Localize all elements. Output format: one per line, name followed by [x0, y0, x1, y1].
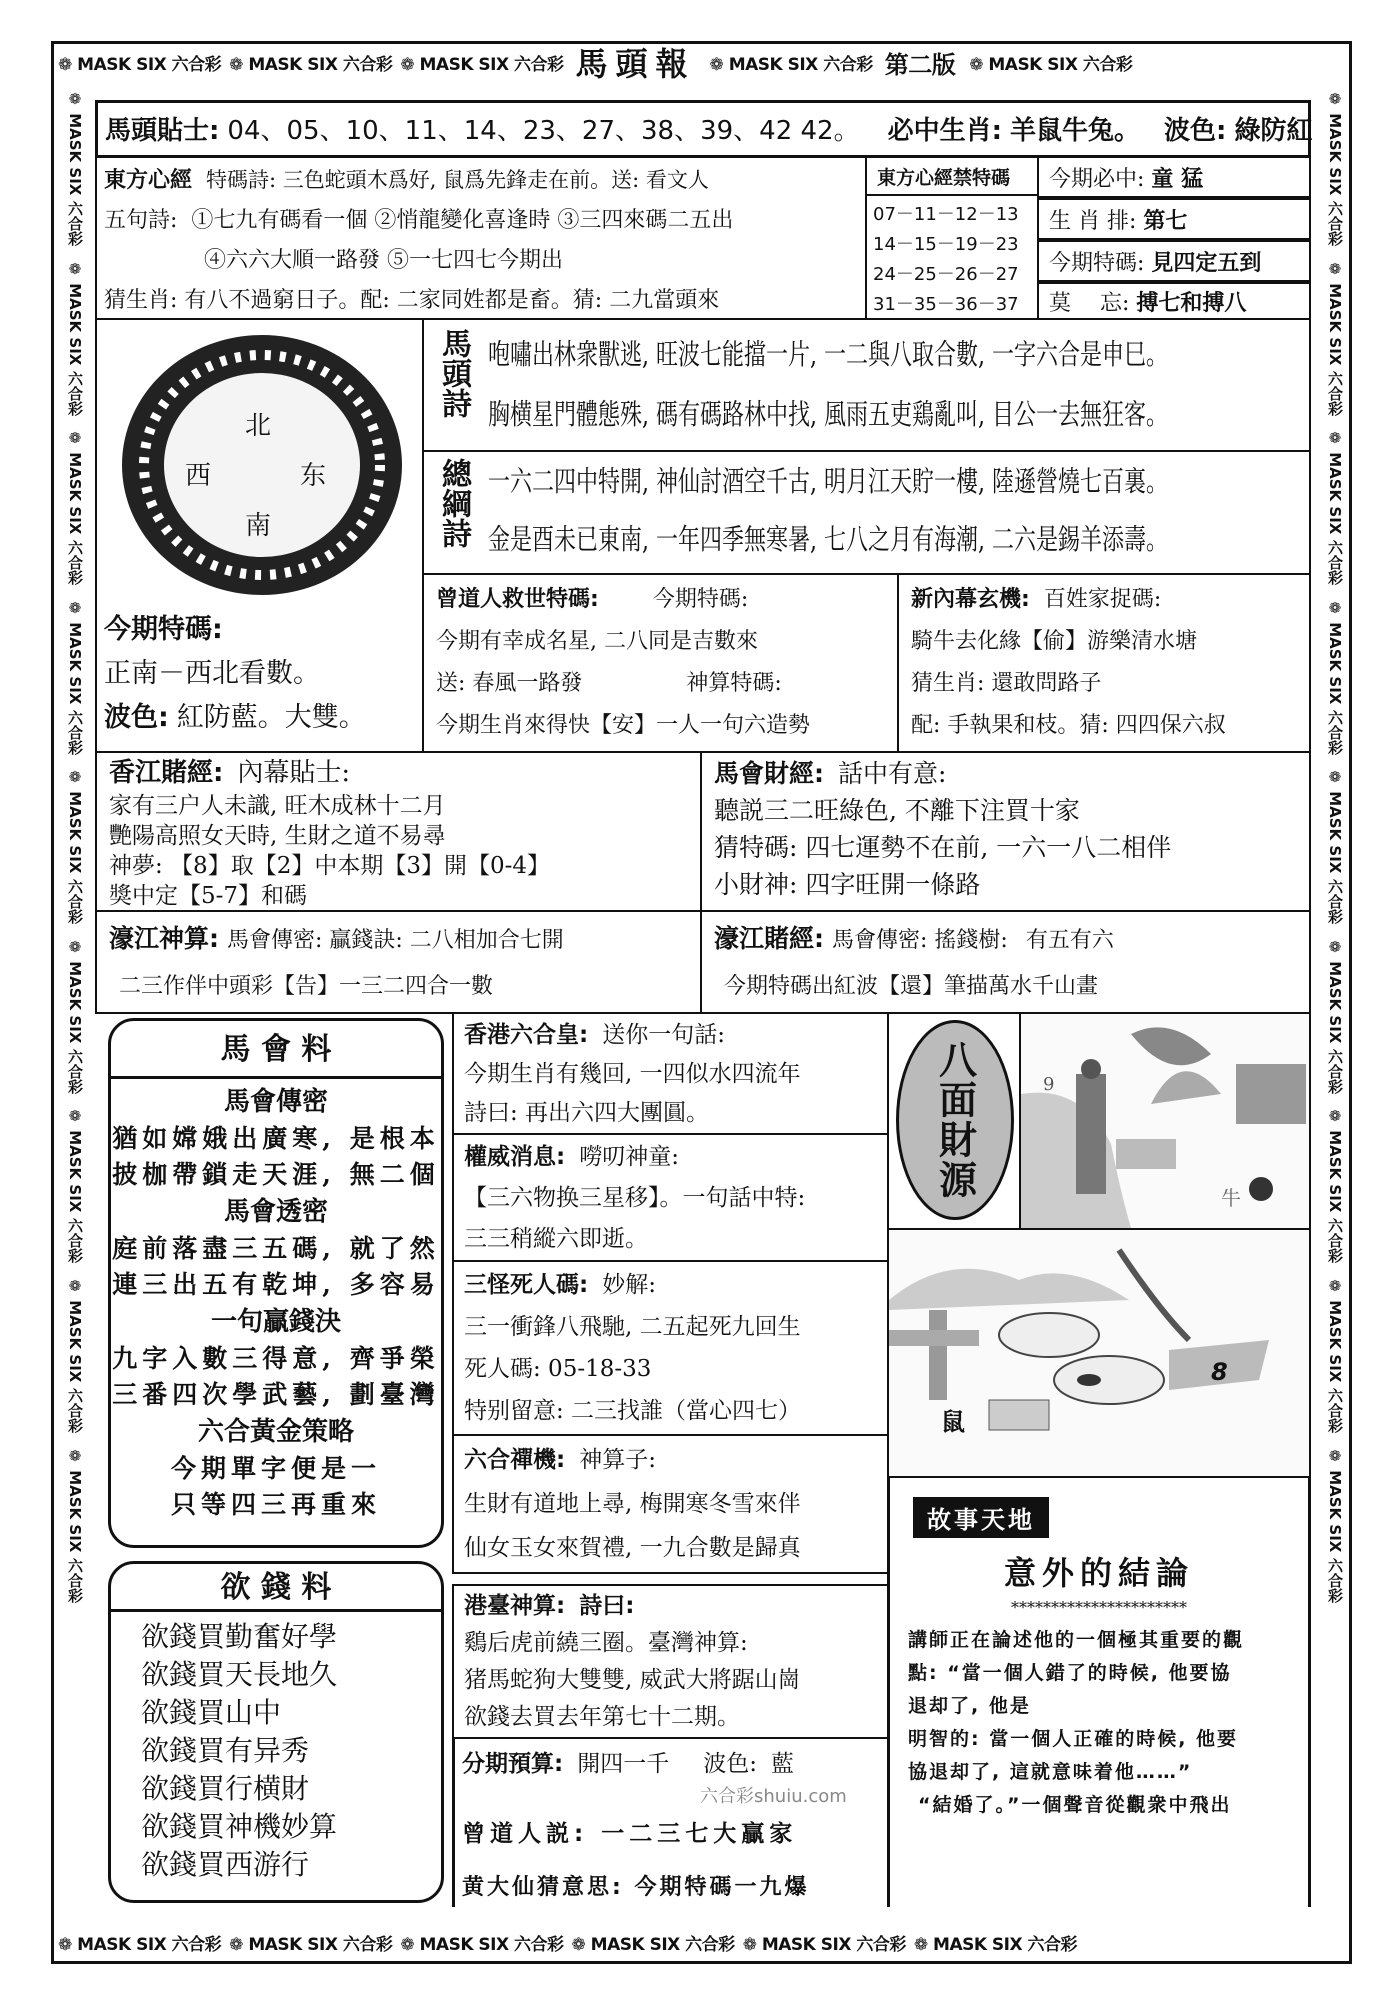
- hk-section: [452, 1012, 889, 1135]
- side-label: 莫 忘:: [1049, 290, 1130, 316]
- right-ticker-strip: [1318, 90, 1346, 1920]
- story-stars: **********************: [1011, 1598, 1187, 1617]
- pic2-number: 8: [1211, 1358, 1228, 1386]
- general-poem-lines: [488, 454, 1168, 570]
- ticker-unit: ❁ MASK SIX 六合彩: [66, 259, 84, 416]
- dead-line: 死人碼: 05-18-33: [464, 1356, 652, 1382]
- fenqi-title: 分期預算:: [462, 1751, 564, 1777]
- mahui-liao-line: 庭前落盡三五碼, 就了然: [112, 1234, 440, 1263]
- story-line: 點: “當一個人錯了的時候, 他要協: [908, 1662, 1232, 1684]
- gt-line: 鷄后虎前繞三圈。臺灣神算:: [464, 1630, 748, 1656]
- ticker-unit: ❁ MASK SIX 六合彩: [913, 1935, 1078, 1955]
- mahui-liao-title: 馬 會 料: [111, 1021, 441, 1079]
- ticker-unit: ❁ MASK SIX 六合彩: [709, 54, 873, 75]
- xiangjiang-section: [95, 751, 702, 912]
- auth-line: 三三稍縱六即逝。: [464, 1226, 648, 1252]
- haojiang-du-title: 濠江賭經:: [714, 924, 824, 953]
- ticker-unit: ❁ MASK SIX 六合彩: [1326, 768, 1344, 924]
- banned-title: 東方心經禁特碼: [865, 156, 1039, 196]
- mahui-liao-line: 連三出五有乾坤, 多容易: [112, 1270, 440, 1299]
- banned-numbers: [865, 194, 1039, 320]
- side-label: 今期必中:: [1049, 166, 1145, 192]
- mahui-cai-line: 猜特碼: 四七運勢不在前, 一六一八二相伴: [714, 833, 1172, 862]
- hk-line: 詩曰: 再出六四大團圓。: [464, 1100, 710, 1126]
- horse-poem-label: 馬頭詩: [436, 328, 471, 418]
- zen-line: 仙女玉女來賀禮, 一九合數是歸真: [464, 1535, 801, 1561]
- ticker-unit: ❁ MASK SIX 六合彩: [66, 768, 84, 924]
- dead-sub: 妙解:: [602, 1272, 656, 1298]
- east-guess: 猜生肖: 有八不過窮日子。配: 二家同姓都是畜。猜: 二九當頭來: [104, 288, 720, 313]
- ticker-unit: ❁ MASK SIX 六合彩: [229, 1935, 393, 1955]
- mahui-liao-heading: 馬會透密: [223, 1197, 328, 1227]
- yuqian-line: 欲錢買有异秀: [141, 1734, 310, 1767]
- pic2-char: 鼠: [941, 1408, 965, 1436]
- five-line1: ①七九有碼看一個 ②悄龍變化喜逢時 ③三四來碼二五出: [191, 208, 734, 233]
- banned-row: 07－11－12－13: [873, 204, 1019, 225]
- poem-line: 一六二四中特開, 神仙討酒空千古, 明月江天貯一樓, 陸遜營燒七百裏。: [488, 466, 1168, 499]
- side-label: 生 肖 排:: [1049, 208, 1137, 234]
- neimu-section: [897, 573, 1311, 753]
- hk-line: 今期生肖有幾回, 一四似水四流年: [464, 1061, 801, 1087]
- mahui-liao-line: 今期單字便是一: [170, 1454, 381, 1483]
- story-tag: 故事天地: [913, 1497, 1049, 1538]
- zeng-line: 今期有幸成名星, 二八同是吉數來: [436, 629, 758, 654]
- ticker-unit: ❁ MASK SIX 六合彩: [969, 54, 1133, 75]
- mahui-cai-title: 馬會財經:: [714, 759, 824, 788]
- mahui-liao-line: 三番四次學武藝, 劃臺灣: [112, 1380, 440, 1409]
- xiangjiang-line: 家有三户人未識, 旺木成林十二月: [109, 793, 446, 819]
- neimu-line: 配: 手執果和枝。猜: 四四保六叔: [911, 713, 1226, 738]
- auth-line: 【三六物换三星移】。一句話中特:: [464, 1185, 806, 1211]
- yuqian-line: 欲錢買天長地久: [141, 1658, 338, 1691]
- story-line: 明智的: 當一個人正確的時候, 他要: [908, 1728, 1239, 1750]
- ticker-unit: ❁ MASK SIX 六合彩: [1326, 90, 1344, 246]
- zeng-section: [422, 573, 899, 753]
- top-ticker-strip: [58, 42, 1348, 82]
- banned-row: 14－15－19－23: [873, 234, 1019, 255]
- east-content: [104, 160, 860, 321]
- banned-row: 24－25－26－27: [873, 264, 1019, 285]
- side-row: [1037, 240, 1311, 282]
- ticker-unit: ❁ MASK SIX 六合彩: [1326, 598, 1344, 755]
- ticker-unit: ❁ MASK SIX 六合彩: [58, 54, 222, 75]
- general-poem-label: 總綱詩: [436, 458, 471, 548]
- zen-line: 生財有道地上尋, 梅開寒冬雪來伴: [464, 1491, 801, 1517]
- story-body: [908, 1624, 1308, 1822]
- compass-west: 西: [185, 461, 212, 491]
- mahui-cai-line: 小財神: 四字旺開一條路: [714, 870, 981, 899]
- mahui-liao-heading: 一句贏錢決: [210, 1307, 341, 1337]
- zeng-sub2: 神算特碼:: [686, 671, 782, 696]
- mahui-cai-line: 聽説三二旺綠色, 不離下注買十家: [714, 796, 1080, 825]
- ticker-unit: ❁ MASK SIX 六合彩: [229, 54, 393, 75]
- mahui-liao-heading: 六合黃金策略: [197, 1417, 354, 1447]
- zen-section: [452, 1434, 889, 1574]
- compass-north: 北: [245, 411, 272, 441]
- yuqian-title: 欲 錢 料: [111, 1564, 441, 1612]
- xiangjiang-title: 香江賭經:: [109, 758, 224, 788]
- story-line: 退却了, 他是: [908, 1695, 1031, 1717]
- ticker-unit: ❁ MASK SIX 六合彩: [66, 429, 84, 585]
- special-title: 今期特碼:: [104, 614, 223, 645]
- left-ticker-strip: [58, 90, 86, 1920]
- ticker-unit: ❁ MASK SIX 六合彩: [742, 1935, 906, 1955]
- yuqian-line: 欲錢買神機妙算: [141, 1810, 338, 1843]
- side-value: 童 猛: [1151, 165, 1204, 192]
- mahui-liao-line: 猶如嫦娥出廣寒, 是根本: [112, 1124, 440, 1153]
- haojiang-du-extra: 有五有六: [1025, 928, 1114, 953]
- ticker-unit: ❁ MASK SIX 六合彩: [1326, 259, 1344, 416]
- mahui-liao-line: 只等四三再重來: [170, 1490, 381, 1519]
- divider: [452, 1737, 455, 1907]
- ticker-unit: ❁ MASK SIX 六合彩: [66, 1107, 84, 1264]
- illustration-man-icon: [1019, 1012, 1311, 1230]
- side-row: [1037, 198, 1311, 240]
- mahui-liao-line: 披枷帶鎖走天涯, 無二個: [112, 1160, 440, 1189]
- mahui-cai-sub: 話中有意:: [838, 759, 947, 788]
- special-line: 正南－西北看數。: [104, 658, 320, 689]
- auth-sub: 嘮叨神童:: [579, 1144, 679, 1170]
- ticker-group: [710, 50, 881, 75]
- neimu-line: 騎牛去化緣【偷】游樂清水塘: [911, 629, 1198, 654]
- mahui-liao-line: 九字入數三得意, 齊爭榮: [112, 1344, 440, 1373]
- tips-label: 馬頭貼士:: [105, 116, 220, 146]
- banned-row: 31－35－36－37: [873, 294, 1019, 315]
- side-row: [1037, 156, 1311, 198]
- fenqi-color: 藍: [770, 1751, 794, 1777]
- ticker-unit: ❁ MASK SIX 六合彩: [400, 1935, 564, 1955]
- five-label: 五句詩:: [104, 208, 178, 233]
- ticker-unit: ❁ MASK SIX 六合彩: [66, 937, 84, 1094]
- watermark: 六合彩shuiu.com: [700, 1786, 847, 1807]
- ticker-unit: ❁ MASK SIX 六合彩: [58, 1935, 222, 1955]
- yuqian-line: 欲錢買勤奮好學: [141, 1620, 338, 1653]
- poem-line: 咆嘯出林衆獸逃, 旺波七能擋一片, 一二與八取合數, 一字六合是申巳。: [488, 339, 1168, 372]
- story-line: 講師正在論述他的一個極其重要的觀: [908, 1629, 1245, 1651]
- bottom-ticker-strip: [58, 1930, 1348, 1954]
- haojiang-du-section: [700, 910, 1311, 1014]
- yuqian-box: [108, 1561, 444, 1903]
- xiangjiang-line: 神夢: 【8】取【2】中本期【3】開【0-4】: [109, 853, 550, 879]
- zodiac-value: 羊鼠牛兔。: [1010, 116, 1141, 146]
- gt-section: [452, 1584, 889, 1739]
- pic1-char: 牛: [1221, 1186, 1241, 1210]
- poem-line: 胸横星門體態殊, 碼有碼路林中找, 風雨五吏鶏亂叫, 目公一去無狂客。: [488, 399, 1168, 432]
- zen-title: 六合禪機:: [464, 1447, 566, 1473]
- ticker-unit: ❁ MASK SIX 六合彩: [66, 1277, 84, 1433]
- fenqi-line: [462, 1745, 794, 1778]
- compass-east: 东: [300, 461, 327, 491]
- neimu-sub: 百姓家捉碼:: [1043, 587, 1162, 612]
- mahui-liao-box: [108, 1018, 444, 1548]
- xiangjiang-line: 獎中定【5-7】和碼: [109, 883, 308, 909]
- side-label: 今期特碼:: [1049, 250, 1145, 276]
- illustration-pigs-icon: [887, 1228, 1311, 1478]
- ticker-unit: ❁ MASK SIX 六合彩: [571, 1935, 735, 1955]
- dead-section: [452, 1260, 889, 1436]
- haojiang-suan-sub: 馬會傳密: 贏錢訣: 二八相加合七開: [227, 928, 564, 953]
- hk-title: 香港六合皇:: [464, 1022, 589, 1048]
- poem-line: 金是酉未已東南, 一年四季無寒暑, 七八之月有海潮, 二六是錫羊添壽。: [488, 524, 1168, 557]
- compass-south: 南: [245, 511, 272, 541]
- yuqian-line: 欲錢買行横財: [141, 1772, 310, 1805]
- hk-sub: 送你一句話:: [602, 1022, 725, 1048]
- ticker-group: [969, 50, 1140, 75]
- gt-line: 欲錢去買去年第七十二期。: [464, 1704, 740, 1730]
- gt-title: 港臺神算:: [464, 1593, 566, 1619]
- ticker-group: [58, 50, 572, 75]
- badge-text: 八面財源: [932, 1040, 977, 1200]
- side-value: 見四定五到: [1151, 249, 1262, 276]
- ticker-unit: ❁ MASK SIX 六合彩: [1326, 1277, 1344, 1433]
- neimu-line: 猜生肖: 還敢問路子: [911, 671, 1102, 696]
- neimu-title: 新內幕玄機:: [911, 587, 1030, 612]
- ticker-unit: ❁ MASK SIX 六合彩: [1326, 1107, 1344, 1264]
- zen-sub: 神算子:: [579, 1447, 656, 1473]
- haojiang-suan-line: 二三作伴中頭彩【告】一三二四合一數: [119, 974, 494, 999]
- mahui-liao-heading: 馬會傳密: [223, 1087, 328, 1117]
- ticker-unit: ❁ MASK SIX 六合彩: [400, 54, 564, 75]
- five-line2: ④六六大順一路發 ⑤一七四七今期出: [204, 248, 563, 273]
- auth-section: [452, 1133, 889, 1262]
- wong-tai-sin: 黄大仙猜意思: 今期特碼一九爆: [462, 1875, 810, 1900]
- ticker-unit: ❁ MASK SIX 六合彩: [66, 598, 84, 755]
- tips-line: [105, 110, 1312, 147]
- haojiang-suan-section: [95, 910, 702, 1014]
- xiangjiang-line: 艷陽高照女天時, 生財之道不易尋: [109, 823, 446, 849]
- zeng-title: 曾道人救世特碼:: [436, 587, 599, 612]
- dead-title: 三怪死人碼:: [464, 1272, 589, 1298]
- special-color-label: 波色:: [104, 702, 169, 733]
- gt-line: 猪馬蛇狗大雙雙, 威武大將踞山崗: [464, 1667, 801, 1693]
- story-line: “結婚了。”一個聲音從觀衆中飛出: [918, 1794, 1232, 1816]
- masthead: 馬頭報: [575, 45, 696, 83]
- zeng-line: 今期生肖來得快【安】一人一句六造勢: [436, 713, 811, 738]
- ticker-unit: ❁ MASK SIX 六合彩: [1326, 429, 1344, 585]
- side-row: [1037, 282, 1311, 320]
- yuqian-line: 欲錢買山中: [141, 1696, 282, 1729]
- haojiang-suan-title: 濠江神算:: [109, 924, 219, 953]
- compass-icon: [112, 330, 412, 600]
- tips-numbers: 04、05、10、11、14、23、27、38、39、42 42。: [227, 116, 860, 146]
- haojiang-du-sub: 馬會傳密: 搖錢樹:: [832, 928, 1008, 953]
- dead-line: 三一衝鋒八飛馳, 二五起死九回生: [464, 1314, 801, 1340]
- xiangjiang-sub: 內幕貼士:: [237, 758, 351, 788]
- haojiang-du-line: 今期特碼出紅波【還】筆描萬水千山畫: [724, 974, 1099, 999]
- zeng-line: 送: 春風一路發: [436, 671, 583, 696]
- ticker-unit: ❁ MASK SIX 六合彩: [1326, 1446, 1344, 1603]
- gt-sub: 詩曰:: [579, 1593, 635, 1619]
- zeng-sub: 今期特碼:: [652, 587, 749, 612]
- east-poem: 特碼詩: 三色蛇頭木爲好, 鼠爲先鋒走在前。送: 看文人: [206, 168, 709, 192]
- side-table: [1037, 156, 1311, 320]
- special-color: 紅防藍。大雙。: [176, 702, 366, 733]
- auth-title: 權威消息:: [464, 1144, 566, 1170]
- zodiac-label: 必中生肖:: [887, 116, 1003, 146]
- color-value: 綠防紅: [1234, 116, 1313, 146]
- fenqi-value: 開四一千: [577, 1751, 670, 1777]
- side-value: 搏七和搏八: [1136, 289, 1247, 316]
- zeng-say: 曾道人説: 一二三七大贏家: [462, 1821, 798, 1847]
- badge-oval: [896, 1020, 1014, 1220]
- yuqian-line: 欲錢買西游行: [141, 1848, 310, 1881]
- story-line: 協退却了, 這就意味着他……”: [908, 1761, 1193, 1783]
- ticker-unit: ❁ MASK SIX 六合彩: [66, 90, 84, 246]
- side-value: 第七: [1143, 207, 1188, 234]
- mahui-cai-section: [700, 751, 1311, 912]
- ticker-unit: ❁ MASK SIX 六合彩: [66, 1446, 84, 1603]
- pic1-number: 9: [1043, 1074, 1055, 1095]
- horse-poem-lines: [488, 326, 1168, 446]
- fenqi-color-label: 波色:: [703, 1751, 757, 1777]
- color-label: 波色:: [1164, 116, 1227, 146]
- special-block: [104, 608, 366, 740]
- east-title: 東方心經: [104, 168, 193, 193]
- edition-label: 第二版: [884, 50, 956, 79]
- ticker-unit: ❁ MASK SIX 六合彩: [1326, 937, 1344, 1094]
- story-title: 意外的結論: [1003, 1554, 1194, 1592]
- dead-line: 特别留意: 二三找誰（當心四七）: [464, 1398, 802, 1424]
